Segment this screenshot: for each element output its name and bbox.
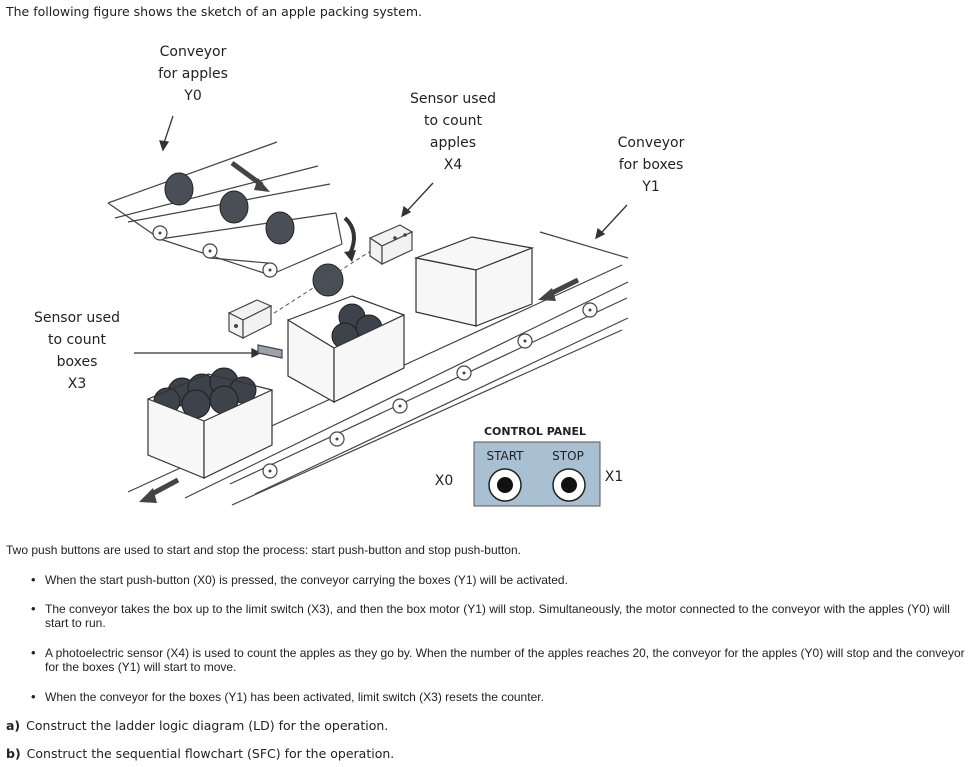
sensor-boxes-label-4: X3 — [67, 376, 87, 392]
conveyor-boxes-label-1: Conveyor — [617, 135, 685, 151]
conveyor-apples-label-1: Conveyor — [159, 44, 227, 60]
x0-label: X0 — [434, 473, 454, 489]
sensor-boxes-label-1: Sensor used — [33, 310, 121, 326]
list-item: • The conveyor takes the box up to the limit switch (X3), and then the box motor (Y1) will stop. Simultaneously, the motor connected to the conveyor with the apples (Y0) will start to run. — [45, 602, 973, 630]
stop-label: STOP — [552, 449, 584, 463]
conveyor-boxes-label-3: Y1 — [642, 179, 660, 195]
sensor-boxes-label-3: boxes — [56, 354, 98, 370]
conveyor-boxes-label-2: for boxes — [618, 157, 684, 173]
sensor-apples-label-1: Sensor used — [409, 91, 497, 107]
sensor-boxes-label-2: to count — [47, 332, 107, 348]
start-label: START — [486, 449, 524, 463]
control-panel-title: CONTROL PANEL — [483, 425, 587, 438]
stop-button[interactable] — [553, 469, 585, 501]
question-a-text: Construct the ladder logic diagram (LD) for the operation. — [26, 718, 389, 733]
process-description: Two push buttons are used to start and stop the process: start push-button and stop push-button. — [6, 543, 521, 557]
x1-label: X1 — [604, 469, 624, 485]
question-b-label: b) — [6, 746, 21, 761]
list-item: • When the conveyor for the boxes (Y1) has been activated, limit switch (X3) resets the counter. — [45, 690, 973, 704]
intro-text: The following figure shows the sketch of an apple packing system. — [6, 4, 423, 19]
question-b — [6, 746, 394, 761]
list-item: • When the start push-button (X0) is pressed, the conveyor carrying the boxes (Y1) will be activated. — [45, 573, 973, 587]
conveyor-apples-label-2: for apples — [158, 66, 228, 82]
sensor-apples-label-2: to count — [423, 113, 483, 129]
list-item: • A photoelectric sensor (X4) is used to count the apples as they go by. When the number of the apples reaches 20, the conveyor for the apples (Y0) will stop and the conveyor for the boxes (Y1) will start to move. — [45, 646, 973, 674]
conveyor-apples-label-3: Y0 — [184, 88, 202, 104]
question-a — [6, 718, 388, 733]
sensor-apples-label-4: X4 — [443, 157, 463, 173]
question-b-text: Construct the sequential flowchart (SFC) for the operation. — [26, 746, 395, 761]
start-button[interactable] — [489, 469, 521, 501]
question-a-label: a) — [6, 718, 21, 733]
sensor-apples-label-3: apples — [429, 135, 477, 151]
